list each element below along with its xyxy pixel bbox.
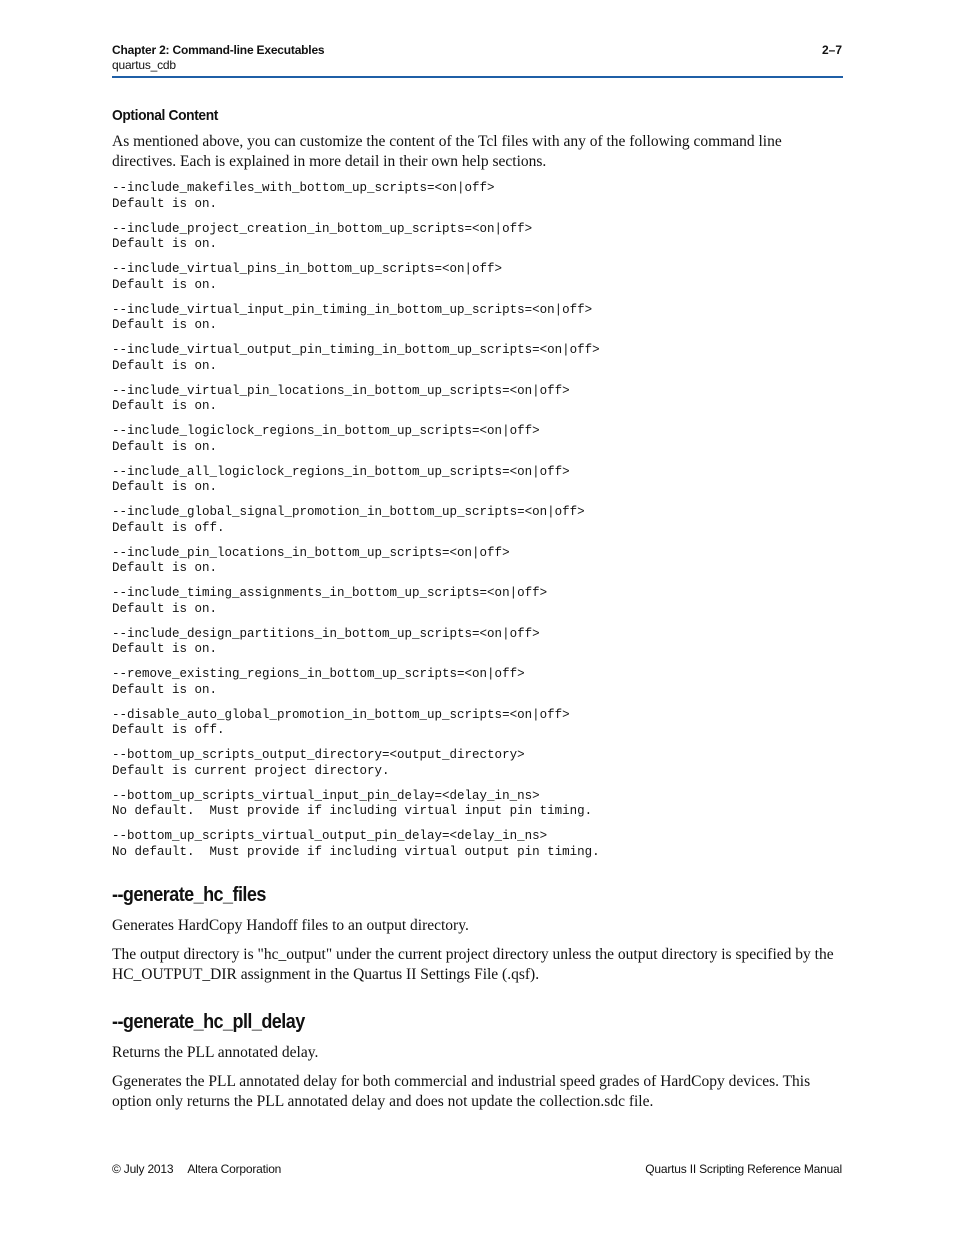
option-default: Default is on. xyxy=(112,561,218,575)
header-rule xyxy=(112,76,843,78)
option-item xyxy=(112,424,843,455)
generate-hc-files-heading: --generate_hc_files xyxy=(112,884,266,906)
option-item xyxy=(112,546,843,577)
section-name: quartus_cdb xyxy=(112,58,176,72)
option-item xyxy=(112,586,843,617)
page-content xyxy=(112,106,843,1121)
option-item xyxy=(112,748,843,779)
option-list xyxy=(112,181,843,860)
option-default: Default is on. xyxy=(112,358,218,373)
generate-hc-pll-delay-para-2: Ggenerates the PLL annotated delay for both commercial and industrial speed grades of HardCopy devices. This option only returns the PLL annotated delay and does not update the collection.sdc file. xyxy=(112,1073,811,1110)
option-default: Default is on. xyxy=(112,399,218,413)
option-item xyxy=(112,708,843,739)
option-default: Default is on. xyxy=(112,237,218,251)
option-flag: --include_virtual_input_pin_timing_in_bottom_up_scripts=<on|off> xyxy=(112,302,593,317)
generate-hc-files-para-2: The output directory is "hc_output" under the current project directory unless the output directory is specified by the HC_OUTPUT_DIR assignment in the Quartus II Settings File (.qsf). xyxy=(112,946,834,983)
option-default: Default is on. xyxy=(112,196,218,211)
option-item xyxy=(112,505,843,536)
option-flag: --include_timing_assignments_in_bottom_up_scripts=<on|off> xyxy=(112,586,548,600)
option-default: Default is on. xyxy=(112,480,218,494)
option-default: Default is on. xyxy=(112,277,218,292)
option-default: No default. Must provide if including virtual output pin timing. xyxy=(112,844,600,859)
option-item xyxy=(112,627,843,658)
option-default: Default is on. xyxy=(112,642,218,656)
option-default: Default is on. xyxy=(112,682,218,697)
footer-company: Altera Corporation xyxy=(187,1162,282,1176)
footer-manual-title: Quartus II Scripting Reference Manual xyxy=(645,1162,842,1176)
footer-left xyxy=(112,1162,281,1176)
option-default: Default is off. xyxy=(112,723,225,737)
optional-content-intro: As mentioned above, you can customize the content of the Tcl files with any of the following command line directives. Each is explained in more detail in their own help sections. xyxy=(112,133,782,170)
option-default: Default is on. xyxy=(112,439,218,454)
option-flag: --bottom_up_scripts_virtual_output_pin_delay=<delay_in_ns> xyxy=(112,829,548,843)
option-flag: --disable_auto_global_promotion_in_bottom_up_scripts=<on|off> xyxy=(112,707,570,722)
option-flag: --bottom_up_scripts_virtual_input_pin_delay=<delay_in_ns> xyxy=(112,788,540,803)
option-item xyxy=(112,343,843,374)
option-flag: --include_virtual_output_pin_timing_in_bottom_up_scripts=<on|off> xyxy=(112,343,600,357)
option-flag: --include_pin_locations_in_bottom_up_scripts=<on|off> xyxy=(112,545,510,560)
option-item xyxy=(112,262,843,293)
option-default: Default is on. xyxy=(112,601,218,616)
option-item xyxy=(112,667,843,698)
option-item xyxy=(112,222,843,253)
option-flag: --bottom_up_scripts_output_directory=<output_directory> xyxy=(112,748,525,762)
option-item xyxy=(112,465,843,496)
page-number: 2–7 xyxy=(821,43,842,57)
option-flag: --include_all_logiclock_regions_in_bottom_up_scripts=<on|off> xyxy=(112,464,570,479)
option-item xyxy=(112,829,843,860)
option-item xyxy=(112,303,843,334)
chapter-title: Chapter 2: Command-line Executables xyxy=(112,43,325,57)
generate-hc-pll-delay-para-1: Returns the PLL annotated delay. xyxy=(112,1044,319,1061)
option-flag: --include_global_signal_promotion_in_bottom_up_scripts=<on|off> xyxy=(112,505,585,519)
option-flag: --include_virtual_pins_in_bottom_up_scripts=<on|off> xyxy=(112,262,503,276)
option-flag: --include_logiclock_regions_in_bottom_up_scripts=<on|off> xyxy=(112,424,540,438)
generate-hc-pll-delay-heading: --generate_hc_pll_delay xyxy=(112,1011,305,1033)
footer-date: © July 2013 xyxy=(112,1162,174,1176)
option-item xyxy=(112,181,843,212)
running-header xyxy=(112,43,324,73)
option-flag: --include_makefiles_with_bottom_up_scripts=<on|off> xyxy=(112,181,495,195)
generate-hc-files-para-1: Generates HardCopy Handoff files to an output directory. xyxy=(112,917,469,934)
option-default: No default. Must provide if including virtual input pin timing. xyxy=(112,804,593,818)
option-default: Default is off. xyxy=(112,520,225,535)
option-item xyxy=(112,384,843,415)
option-flag: --remove_existing_regions_in_bottom_up_scripts=<on|off> xyxy=(112,667,525,681)
option-default: Default is on. xyxy=(112,318,218,332)
option-default: Default is current project directory. xyxy=(112,763,390,778)
optional-content-heading: Optional Content xyxy=(112,107,219,124)
option-flag: --include_virtual_pin_locations_in_bottom_up_scripts=<on|off> xyxy=(112,383,570,398)
option-flag: --include_project_creation_in_bottom_up_scripts=<on|off> xyxy=(112,221,533,236)
option-flag: --include_design_partitions_in_bottom_up_scripts=<on|off> xyxy=(112,626,540,641)
option-item xyxy=(112,789,843,820)
